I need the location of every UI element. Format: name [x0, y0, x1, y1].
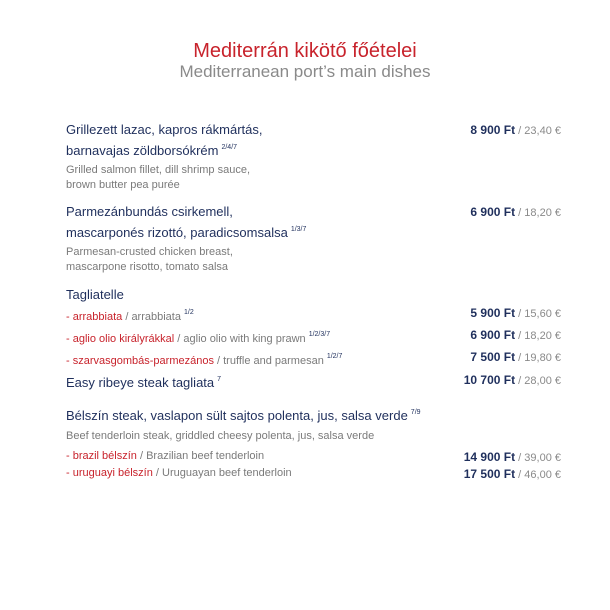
dish-price: 10 700 Ft / 28,00 €	[463, 373, 561, 387]
price-eur: 23,40 €	[524, 125, 561, 137]
dish-name: Parmezánbundás csirkemell, mascarponés rizottó, paradicsomsalsa $^{1/3/7}$	[66, 204, 307, 240]
option-price: 14 900 Ft / 39,00 €	[463, 450, 561, 464]
dish-description: Beef tenderloin steak, griddled cheesy polenta, jus, salsa verde	[66, 430, 375, 442]
option-price: 5 900 Ft / 15,60 €	[470, 306, 561, 320]
price-eur: 18,20 €	[524, 207, 561, 219]
dish-option: - arrabbiata / arrabbiata $^{1/2}$ 5 900 Ft / 15,60 €	[66, 306, 561, 323]
allergen-codes: 1/2	[183, 309, 194, 316]
option-price: 6 900 Ft / 18,20 €	[470, 328, 561, 342]
dish-option: - szarvasgombás-parmezános / truffle and parmesan $^{1/2/7}$ 7 500 Ft / 19,80 €	[66, 350, 561, 367]
dish-name: Bélszín steak, vaslapon sült sajtos polenta, jus, salsa verde $^{7/9}$	[66, 408, 421, 423]
dish-ribeye	[66, 371, 561, 392]
price-huf: 8 900 Ft	[470, 123, 516, 137]
allergen-codes: 2/4/7	[221, 144, 238, 151]
page-title-en: Mediterranean port’s main dishes	[179, 62, 431, 81]
dish-chicken	[66, 203, 561, 275]
dish-name: Tagliatelle	[66, 287, 124, 302]
allergen-codes: 1/2/3/7	[308, 331, 331, 338]
allergen-codes: 1/2/7	[326, 353, 343, 360]
dish-description: Parmesan-crusted chicken breast, mascarpone risotto, tomato salsa	[66, 246, 233, 273]
dish-name: Easy ribeye steak tagliata $^7$	[66, 375, 222, 390]
dish-salmon	[66, 121, 561, 193]
page-title-hu: Mediterrán kikötő főételei	[193, 40, 417, 62]
allergen-codes: 7/9	[410, 409, 421, 416]
option-price: 7 500 Ft / 19,80 €	[470, 350, 561, 364]
dish-option: - aglio olio királyrákkal / aglio olio with king prawn $^{1/2/3/7}$ 6 900 Ft / 18,20 €	[66, 328, 561, 345]
dish-tenderloin	[66, 404, 561, 482]
dish-price: 6 900 Ft / 18,20 €	[470, 205, 561, 219]
dish-price: 8 900 Ft / 23,40 €	[470, 123, 561, 137]
option-price: 17 500 Ft / 46,00 €	[463, 467, 561, 481]
dish-option: - uruguayi bélszín / Uruguayan beef tenderloin 17 500 Ft / 46,00 €	[66, 465, 561, 482]
price-huf: 6 900 Ft	[470, 205, 516, 219]
dish-option: - brazil bélszín / Brazilian beef tenderloin 14 900 Ft / 39,00 €	[66, 448, 561, 465]
dish-tagliatelle	[66, 286, 561, 370]
dish-name: Grillezett lazac, kapros rákmártás, barnavajas zöldborsókrém $^{2/4/7}$	[66, 122, 263, 158]
allergen-codes: 1/3/7	[290, 226, 307, 233]
dish-description: Grilled salmon fillet, dill shrimp sauce, brown butter pea purée	[66, 164, 251, 191]
allergen-codes: 7	[217, 376, 222, 383]
